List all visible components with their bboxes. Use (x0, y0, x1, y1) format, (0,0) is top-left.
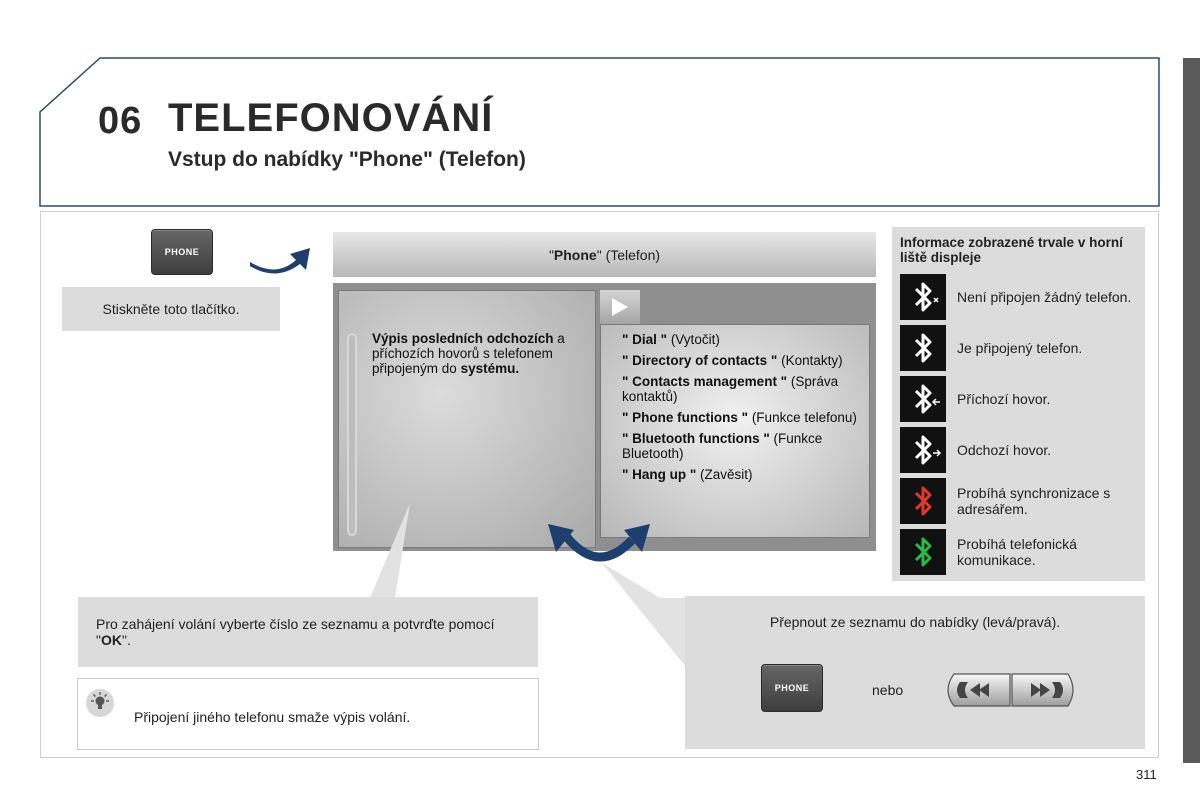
bluetooth-incoming-icon (900, 376, 946, 422)
chapter-title: TELEFONOVÁNÍ (168, 96, 494, 140)
menu-item-phone-functions: " Phone functions " (Funkce telefonu) (622, 410, 857, 425)
press-instruction: Stiskněte toto tlačítko. (62, 287, 280, 331)
tip-box (77, 678, 539, 750)
page-number: 311 (1136, 767, 1157, 782)
phone-button-label: PHONE (164, 247, 200, 257)
phone-button-illustration-2 (761, 664, 823, 712)
section-subtitle: Vstup do nabídky "Phone" (Telefon) (168, 148, 526, 171)
bluetooth-icon (900, 325, 946, 371)
status-row-syncing: Probíhá synchronizace s adresářem. (900, 478, 1145, 524)
status-row-outgoing: Odchozí hovor. (900, 427, 1145, 473)
phone-button-label-2: PHONE (774, 683, 810, 693)
call-log-description: Výpis posledních odchozích a příchozích hovorů s telefonem připojeným do systému. (372, 331, 565, 376)
status-row-no-phone: Není připojen žádný telefon. (900, 274, 1145, 320)
menu-item-bluetooth-functions: " Bluetooth functions " (Funkce Bluetooth) (622, 431, 823, 461)
bluetooth-sync-icon (900, 478, 946, 524)
seek-buttons-icon (940, 670, 1080, 710)
info-panel-title: Informace zobrazené trvale v horní liště displeje (900, 235, 1123, 265)
status-info-panel (892, 227, 1145, 581)
status-row-incoming: Příchozí hovor. (900, 376, 1145, 422)
bluetooth-x-icon (900, 274, 946, 320)
menu-item-contacts-management: " Contacts management " (Správa kontaktů) (622, 374, 839, 404)
callout-pointer-right (602, 563, 690, 672)
menu-item-hang-up: " Hang up " (Zavěsit) (622, 467, 753, 482)
menu-item-directory: " Directory of contacts " (Kontakty) (622, 353, 843, 368)
switch-instruction (685, 596, 1145, 749)
callout-pointer-left (370, 503, 410, 598)
bluetooth-outgoing-icon (900, 427, 946, 473)
screen-top-bar: "Phone" (Telefon) (333, 232, 876, 277)
lightbulb-icon (86, 689, 114, 717)
switch-text: Přepnout ze seznamu do nabídky (levá/pravá). (769, 614, 1061, 630)
double-curved-arrow-icon (548, 524, 650, 557)
bluetooth-call-icon (900, 529, 946, 575)
or-label: nebo (872, 682, 904, 698)
tip-text: Připojení jiného telefonu smaže výpis volání. (134, 709, 411, 725)
status-row-in-call: Probíhá telefonická komunikace. (900, 529, 1145, 575)
status-row-connected: Je připojený telefon. (900, 325, 1145, 371)
select-instruction: Pro zahájení volání vyberte číslo ze seznamu a potvrďte pomocí "OK". (78, 597, 538, 667)
menu-item-dial: " Dial " (Vytočit) (622, 332, 720, 347)
chapter-number: 06 (98, 100, 143, 142)
